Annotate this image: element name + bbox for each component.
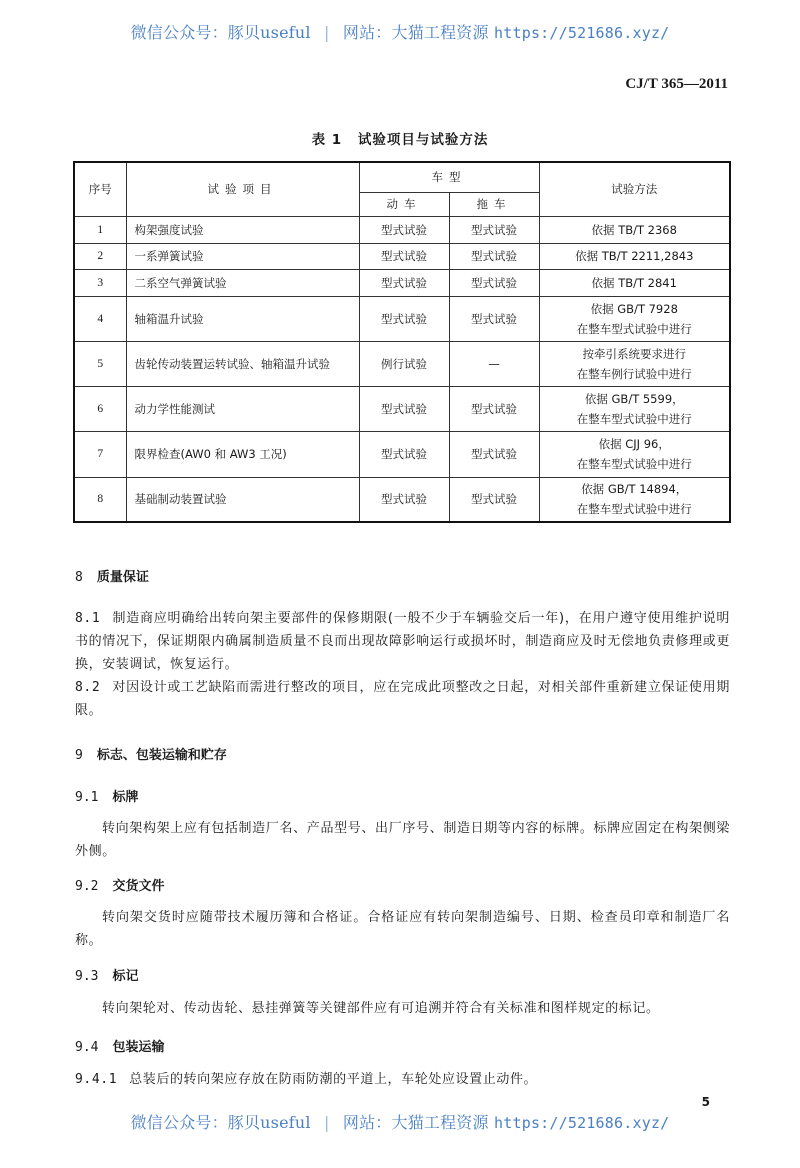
clause-number: 8.1 bbox=[75, 611, 101, 626]
watermark-separator: | bbox=[324, 23, 330, 42]
section-8-heading bbox=[75, 566, 149, 585]
section-9-1-heading bbox=[75, 786, 139, 805]
table-caption-title: 试验项目与试验方法 bbox=[357, 132, 489, 148]
method-line-2: 在整车例行试验中进行 bbox=[576, 366, 692, 381]
method-line-1: 依据 GB/T 7928 bbox=[590, 301, 678, 316]
table-row bbox=[74, 431, 730, 477]
watermark-separator: | bbox=[324, 1113, 330, 1132]
method-line-1: 按牵引系统要求进行 bbox=[582, 346, 686, 361]
header-item: 试验项目 bbox=[126, 162, 359, 216]
cell-trailer: 型式试验 bbox=[449, 269, 539, 296]
cell-seq: 2 bbox=[74, 243, 126, 269]
cell-item: 齿轮传动装置运转试验、轴箱温升试验 bbox=[126, 341, 359, 386]
watermark-site-label: 网站：大猫工程资源 bbox=[342, 23, 489, 42]
watermark-top bbox=[0, 20, 800, 43]
table-row bbox=[74, 477, 730, 522]
section-number: 9.4 bbox=[75, 1040, 99, 1055]
clause-text: 总装后的转向架应存放在防雨防潮的平道上，车轮处应设置止动件。 bbox=[129, 1072, 538, 1087]
section-9-3-heading bbox=[75, 965, 139, 984]
cell-item: 动力学性能测试 bbox=[126, 386, 359, 431]
cell-motor: 型式试验 bbox=[359, 386, 449, 431]
table-row bbox=[74, 296, 730, 341]
cell-motor: 型式试验 bbox=[359, 431, 449, 477]
header-seq: 序号 bbox=[74, 162, 126, 216]
method-line-1: 依据 TB/T 2841 bbox=[591, 275, 677, 290]
method-line-1: 依据 TB/T 2368 bbox=[591, 222, 677, 237]
cell-motor: 型式试验 bbox=[359, 243, 449, 269]
document-number: CJ/T 365—2011 bbox=[625, 76, 728, 92]
cell-motor: 型式试验 bbox=[359, 477, 449, 522]
section-9-heading bbox=[75, 744, 227, 763]
table-caption bbox=[0, 128, 800, 148]
table-row bbox=[74, 269, 730, 296]
method-line-1: 依据 TB/T 2211,2843 bbox=[575, 249, 694, 263]
table-header-row-1 bbox=[74, 162, 730, 192]
cell-seq: 8 bbox=[74, 477, 126, 522]
header-method: 试验方法 bbox=[539, 162, 730, 216]
cell-method bbox=[539, 243, 730, 269]
cell-item: 基础制动装置试验 bbox=[126, 477, 359, 522]
section-number: 9.2 bbox=[75, 879, 99, 894]
cell-trailer: 型式试验 bbox=[449, 386, 539, 431]
clause-8-1 bbox=[75, 607, 730, 676]
cell-method bbox=[539, 477, 730, 522]
cell-seq: 3 bbox=[74, 269, 126, 296]
section-number: 9.1 bbox=[75, 790, 99, 805]
section-9-2-heading bbox=[75, 875, 165, 894]
cell-method bbox=[539, 341, 730, 386]
cell-motor: 型式试验 bbox=[359, 216, 449, 243]
clause-9-2-text: 转向架交货时应随带技术履历簿和合格证。合格证应有转向架制造编号、日期、检查员印章和制造厂名称。 bbox=[75, 910, 730, 948]
method-line-2: 在整车型式试验中进行 bbox=[576, 457, 692, 471]
section-title: 标记 bbox=[112, 969, 139, 984]
clause-number: 9.4.1 bbox=[75, 1072, 118, 1087]
section-title: 标牌 bbox=[112, 790, 139, 805]
cell-item: 构架强度试验 bbox=[126, 216, 359, 243]
method-line-2: 在整车型式试验中进行 bbox=[576, 321, 692, 336]
page-number: 5 bbox=[701, 1095, 710, 1109]
cell-item: 二系空气弹簧试验 bbox=[126, 269, 359, 296]
watermark-url[interactable]: https://521686.xyz/ bbox=[494, 1114, 670, 1132]
clause-text: 对因设计或工艺缺陷而需进行整改的项目，应在完成此项整改之日起，对相关部件重新建立保证使用期限。 bbox=[75, 680, 730, 718]
section-title: 标志、包装运输和贮存 bbox=[96, 748, 227, 763]
section-title: 包装运输 bbox=[112, 1040, 165, 1055]
cell-motor: 型式试验 bbox=[359, 269, 449, 296]
cell-trailer: 型式试验 bbox=[449, 216, 539, 243]
clause-9-3-text: 转向架轮对、传动齿轮、悬挂弹簧等关键部件应有可追溯并符合有关标准和图样规定的标记。 bbox=[102, 1001, 660, 1016]
section-title: 质量保证 bbox=[96, 570, 149, 585]
cell-item: 限界检查(AW0 和 AW3 工况) bbox=[126, 431, 359, 477]
clause-number: 8.2 bbox=[75, 680, 101, 695]
table-row bbox=[74, 341, 730, 386]
cell-seq: 6 bbox=[74, 386, 126, 431]
method-line-2: 在整车型式试验中进行 bbox=[576, 411, 692, 426]
cell-trailer: 型式试验 bbox=[449, 431, 539, 477]
section-title: 交货文件 bbox=[112, 879, 165, 894]
cell-trailer: 型式试验 bbox=[449, 477, 539, 522]
table-row bbox=[74, 386, 730, 431]
method-line-1: 依据 GB/T 14894， bbox=[581, 482, 688, 497]
cell-seq: 7 bbox=[74, 431, 126, 477]
table-row bbox=[74, 243, 730, 269]
clause-text: 制造商应明确给出转向架主要部件的保修期限(一般不少于车辆验交后一年)，在用户遵守使用维护说明书的情况下，保证期限内确属制造质量不良而出现故障影响运行或损坏时，制造商应及时无偿地负责修理或更换，安装调试，恢复运行。 bbox=[75, 611, 730, 672]
method-line-1: 依据 GB/T 5599， bbox=[584, 391, 684, 406]
section-number: 9.3 bbox=[75, 969, 99, 984]
cell-method bbox=[539, 216, 730, 243]
cell-seq: 5 bbox=[74, 341, 126, 386]
section-number: 8 bbox=[75, 570, 83, 585]
cell-trailer: 型式试验 bbox=[449, 243, 539, 269]
clause-8-2 bbox=[75, 676, 730, 722]
watermark-url[interactable]: https://521686.xyz/ bbox=[494, 24, 670, 42]
clause-9-1-text: 转向架构架上应有包括制造厂名、产品型号、出厂序号、制造日期等内容的标牌。标牌应固定在构架侧梁外侧。 bbox=[75, 821, 730, 859]
cell-seq: 4 bbox=[74, 296, 126, 341]
cell-trailer: — bbox=[449, 341, 539, 386]
header-trailer: 拖车 bbox=[449, 192, 539, 216]
cell-item: 轴箱温升试验 bbox=[126, 296, 359, 341]
watermark-site-label: 网站：大猫工程资源 bbox=[342, 1113, 489, 1132]
cell-motor: 例行试验 bbox=[359, 341, 449, 386]
cell-method bbox=[539, 386, 730, 431]
clause-9-4-1 bbox=[75, 1068, 730, 1091]
table-caption-number: 表 1 bbox=[311, 132, 343, 148]
cell-seq: 1 bbox=[74, 216, 126, 243]
watermark-wechat: 微信公众号：豚贝useful bbox=[130, 23, 311, 42]
watermark-bottom bbox=[0, 1110, 800, 1133]
method-line-1: 依据 CJJ 96， bbox=[598, 437, 670, 451]
section-number: 9 bbox=[75, 748, 83, 763]
watermark-wechat: 微信公众号：豚贝useful bbox=[130, 1113, 311, 1132]
header-motor-car: 动车 bbox=[359, 192, 449, 216]
cell-item: 一系弹簧试验 bbox=[126, 243, 359, 269]
header-vehicle-type: 车型 bbox=[359, 162, 539, 192]
table-row bbox=[74, 216, 730, 243]
method-line-2: 在整车型式试验中进行 bbox=[576, 502, 692, 517]
cell-method bbox=[539, 269, 730, 296]
cell-method bbox=[539, 296, 730, 341]
cell-motor: 型式试验 bbox=[359, 296, 449, 341]
cell-trailer: 型式试验 bbox=[449, 296, 539, 341]
test-items-table bbox=[73, 161, 731, 523]
section-9-4-heading bbox=[75, 1036, 165, 1055]
cell-method bbox=[539, 431, 730, 477]
